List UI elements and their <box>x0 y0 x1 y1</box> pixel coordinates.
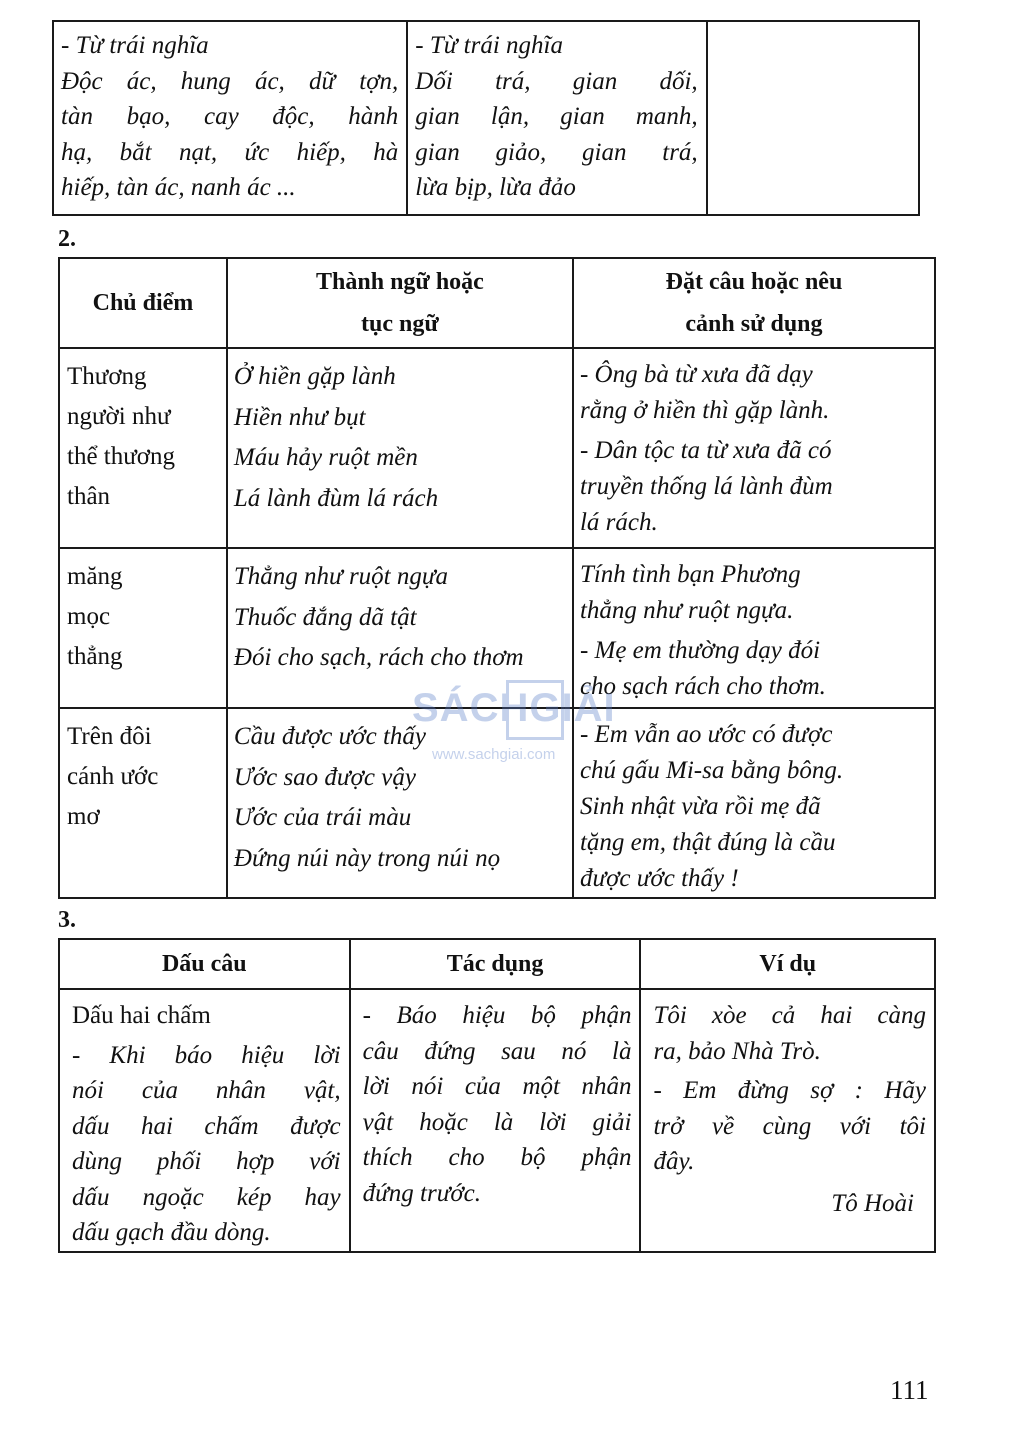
mark-line: dấu hai chấm được <box>72 1112 341 1140</box>
cell-line: gian lận, gian manh, <box>415 103 698 130</box>
effect-cell <box>350 989 641 1252</box>
table-row <box>59 989 935 1252</box>
example-author: Tô Hoài <box>831 1189 914 1217</box>
mark-line: dấu ngoặc kép hay <box>72 1183 341 1211</box>
idiom-line: Hiền như bụt <box>233 403 366 431</box>
table-row <box>59 348 935 548</box>
idiom-line: Lá lành đùm lá rách <box>233 484 439 512</box>
mark-cell <box>59 989 350 1252</box>
antonym-cell-deceit <box>407 21 706 215</box>
idiom-line: Máu hảy ruột mền <box>233 444 418 471</box>
cell-line: Dối trá, gian dối, <box>415 67 698 95</box>
usage-line: chú gấu Mi-sa bằng bông. <box>579 757 844 784</box>
usage-line: thẳng như ruột ngựa. <box>579 597 794 624</box>
example-line: ra, bảo Nhà Trò. <box>653 1037 821 1065</box>
usage-line: tặng em, thật đúng là cầu <box>579 829 836 856</box>
header-topic-text: Chủ điểm <box>92 290 194 316</box>
effect-line: - Báo hiệu bộ phận <box>362 1002 632 1029</box>
effect-line: vật hoặc là lời giải <box>362 1108 632 1136</box>
idiom-table <box>58 257 936 899</box>
topic-line: thẳng <box>67 643 123 670</box>
effect-line: thích cho bộ phận <box>362 1144 632 1171</box>
punctuation-table <box>58 938 936 1253</box>
topic-line: thể thương <box>67 443 176 470</box>
usage-line: cho sạch rách cho thơm. <box>579 673 826 700</box>
idiom-line: Ước của trái màu <box>233 804 412 831</box>
effect-line: lời nói của một nhân <box>362 1073 632 1100</box>
cell-heading: - Từ trái nghĩa <box>61 32 209 59</box>
effect-line: câu đứng sau nó là <box>362 1037 632 1065</box>
topic-line: cánh ước <box>67 763 159 790</box>
usage-line: truyền thống lá lành đùm <box>579 473 833 500</box>
usage-cell <box>573 708 935 898</box>
usage-line: rằng ở hiền thì gặp lành. <box>579 397 830 424</box>
section-2-label: 2. <box>58 226 76 252</box>
usage-line: lá rách. <box>579 509 658 536</box>
header-line: Đặt câu hoặc nêu <box>665 269 843 295</box>
idiom-line: Ước sao được vậy <box>233 763 416 791</box>
header-line: cảnh sử dụng <box>685 311 823 337</box>
mark-line: nói của nhân vật, <box>72 1077 341 1104</box>
topic-line: mọc <box>67 603 111 630</box>
table-row <box>59 548 935 708</box>
usage-line: Sinh nhật vừa rồi mẹ đã <box>579 793 821 820</box>
usage-line: - Dân tộc ta từ xưa đã có <box>579 437 832 464</box>
cell-line: hiếp, tàn ác, nanh ác ... <box>61 174 296 201</box>
idiom-line: Thuốc đắng dã tật <box>233 603 417 631</box>
usage-line: Tính tình bạn Phương <box>579 561 801 588</box>
header-topic <box>59 258 227 348</box>
topic-line: măng <box>67 563 123 590</box>
antonym-cell-empty <box>707 21 919 215</box>
example-line: đây. <box>653 1148 695 1175</box>
header-usage <box>573 258 935 348</box>
usage-line: - Mẹ em thường dạy đói <box>579 637 821 664</box>
antonym-cell-cruelty <box>53 21 407 215</box>
topic-line: thân <box>67 483 111 510</box>
header-example <box>640 939 935 989</box>
header-effect-text: Tác dụng <box>446 950 544 977</box>
header-example-text: Ví dụ <box>759 950 817 977</box>
header-line: tục ngữ <box>361 311 439 337</box>
usage-line: - Em vẫn ao ước có được <box>579 721 833 748</box>
usage-line: được ước thấy ! <box>579 865 739 892</box>
topic-cell <box>59 348 227 548</box>
header-line: Thành ngữ hoặc <box>316 269 484 295</box>
usage-cell <box>573 348 935 548</box>
mark-line: dùng phối hợp với <box>72 1148 341 1175</box>
header-mark-text: Dấu câu <box>161 950 247 977</box>
cell-line: gian giảo, gian trá, <box>415 138 698 166</box>
header-effect <box>350 939 641 989</box>
example-line: - Em đừng sợ : Hãy <box>653 1077 926 1104</box>
example-line: Tôi xòe cả hai càng <box>653 1002 926 1029</box>
section-3-label: 3. <box>58 907 76 933</box>
usage-line: - Ông bà từ xưa đã dạy <box>579 361 813 388</box>
watermark-brand: SÁCHGIẢI <box>412 686 616 730</box>
topic-line: mơ <box>67 803 100 830</box>
mark-title: Dấu hai chấm <box>72 1002 211 1029</box>
topic-line: người như <box>67 403 171 430</box>
antonym-table <box>52 20 920 216</box>
topic-cell <box>59 548 227 708</box>
idiom-line: Đói cho sạch, rách cho thơm <box>233 644 524 671</box>
header-mark <box>59 939 350 989</box>
cell-line: hạ, bắt nạt, ức hiếp, hà <box>61 138 399 166</box>
effect-line: đứng trước. <box>362 1179 482 1207</box>
idiom-line: Ở hiền gặp lành <box>233 363 396 390</box>
mark-line: - Khi báo hiệu lời <box>72 1041 341 1069</box>
idiom-line: Cầu được ước thấy <box>233 723 427 750</box>
example-cell <box>640 989 935 1252</box>
topic-line: Trên đôi <box>67 723 152 750</box>
cell-line: lừa bịp, lừa đảo <box>415 174 576 201</box>
mark-line: dấu gạch đầu dòng. <box>72 1219 271 1246</box>
watermark-url: www.sachgiai.com <box>432 746 556 763</box>
usage-cell <box>573 548 935 708</box>
idiom-line: Thẳng như ruột ngựa <box>233 563 449 590</box>
cell-heading: - Từ trái nghĩa <box>415 32 563 59</box>
idiom-line: Đứng núi này trong núi nọ <box>233 844 501 872</box>
header-idiom <box>227 258 573 348</box>
idiom-cell <box>227 348 573 548</box>
page-number: 111 <box>890 1375 929 1405</box>
cell-line: Độc ác, hung ác, dữ tợn, <box>61 67 399 95</box>
topic-line: Thương <box>67 363 147 390</box>
example-line: trở về cùng với tôi <box>653 1112 926 1140</box>
topic-cell <box>59 708 227 898</box>
watermark <box>412 686 622 766</box>
cell-line: tàn bạo, cay độc, hành <box>61 103 399 130</box>
